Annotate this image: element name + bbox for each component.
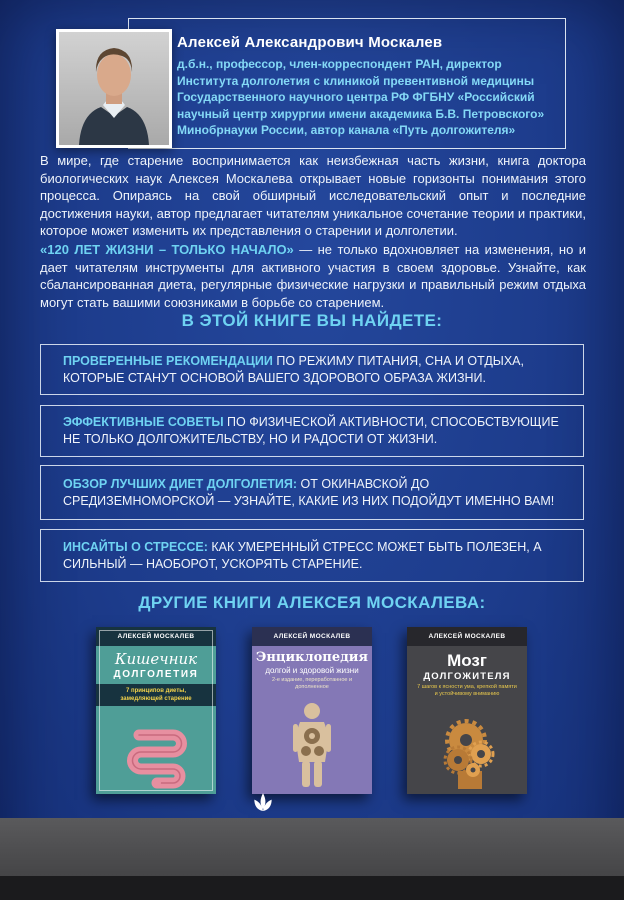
book-cover-encyclopedia [252, 627, 372, 794]
feature-highlight: ИНСАЙТЫ О СТРЕССЕ: [63, 539, 208, 554]
feature-box-stress [40, 529, 584, 582]
book-author: АЛЕКСЕЙ МОСКАЛЕВ [252, 627, 372, 646]
feature-box-recommendations [40, 344, 584, 395]
feature-text: КАК УМЕРЕННЫЙ СТРЕСС МОЖЕТ БЫТЬ ПОЛЕЗЕН, А СИЛЬНЫЙ — НАОБОРОТ, УСКОРЯТЬ СТАРЕНИЕ. [63, 539, 542, 571]
features-heading: В ЭТОЙ КНИГЕ ВЫ НАЙДЕТЕ: [181, 311, 443, 330]
feature-text: ОТ ОКИНАВСКОЙ ДО СРЕДИЗЕМНОМОРСКОЙ — УЗНАЙТЕ, КАКИЕ ИЗ НИХ ПОДОЙДУТ ИМЕННО ВАМ! [63, 476, 555, 508]
other-books-heading: ДРУГИЕ КНИГИ АЛЕКСЕЯ МОСКАЛЕВА: [138, 593, 486, 612]
feature-highlight: ПРОВЕРЕННЫЕ РЕКОМЕНДАЦИИ [63, 353, 273, 368]
book-pitch-paragraph [40, 241, 586, 311]
book-title-line1: Мозг [447, 651, 487, 670]
book-pitch-text: — не только вдохновляет на изменения, но и дает читателям инструменты для активного участия в своем здоровье. Узнайте, как сбалансированная диета, регулярные физические нагрузки и правильный режим отдыха могут стать вашими союзниками в борьбе со старением. [40, 242, 586, 310]
book-subtitle: 7 шагов к ясности ума, крепкой памяти и устойчивому вниманию [417, 684, 517, 697]
intestine-illustration [96, 725, 216, 789]
author-photo [56, 29, 172, 148]
book-title-line1: Энциклопедия [255, 650, 369, 665]
feature-highlight: ЭФФЕКТИВНЫЕ СОВЕТЫ [63, 415, 224, 429]
book-author: АЛЕКСЕЙ МОСКАЛЕВ [407, 627, 527, 646]
book-title-line1: Кишечник [114, 650, 198, 668]
feature-box-diets [40, 465, 584, 520]
bottom-band [0, 818, 624, 876]
author-name: Алексей Александрович Москалев [177, 34, 443, 51]
bottom-band-dark [0, 876, 624, 900]
feature-text: ПО РЕЖИМУ ПИТАНИЯ, СНА И ОТДЫХА, КОТОРЫЕ СТАНУТ ОСНОВОЙ ВАШЕГО ЗДОРОВОГО ОБРАЗА ЖИЗНИ. [63, 353, 524, 385]
book-title-line2: ДОЛГОЖИТЕЛЯ [423, 671, 511, 682]
feature-box-advice [40, 405, 584, 457]
intro-paragraph: В мире, где старение воспринимается как неизбежная часть жизни, книга доктора биологических наук Алексея Москалева открывает новые горизонты понимания этого процесса. Опираясь на свой обширный исследовательский опыт и последние достижения науки, автор предлагает читателям уникальное сочетание теории и практики, которое может изменить их представления о старении и долголетии. [40, 153, 586, 239]
publisher-logo-icon [250, 791, 276, 817]
author-bio: д.б.н., профессор, член-корреспондент РАН, директор Института долголетия с клиникой превентивной медицины Государственного научного центра РФ ФГБНУ «Российский научный центр хирургии имени академика Б.В. Петровского» Минобрнауки России, автор канала «Путь долгожителя» [177, 57, 545, 138]
book-title-highlight: «120 ЛЕТ ЖИЗНИ – ТОЛЬКО НАЧАЛО» [40, 242, 294, 257]
book-cover-gut-longevity [96, 627, 216, 794]
human-body-illustration [252, 701, 372, 789]
book-subtitle: 2-е издание, переработанное и дополненное [271, 677, 353, 690]
book-author: АЛЕКСЕЙ МОСКАЛЕВ [96, 627, 216, 646]
book-cover-brain-longevity [407, 627, 527, 794]
book-subtitle: 7 принципов диеты, замедляющей старение [96, 684, 216, 706]
gear-head-illustration [407, 713, 527, 789]
book-title-line2: долгой и здоровой жизни [265, 666, 359, 675]
feature-text: ПО ФИЗИЧЕСКОЙ АКТИВНОСТИ, СПОСОБСТВУЮЩИЕ НЕ ТОЛЬКО ДОЛГОЖИТЕЛЬСТВУ, НО И РАДОСТИ ОТ ЖИЗНИ. [63, 415, 559, 446]
feature-highlight: ОБЗОР ЛУЧШИХ ДИЕТ ДОЛГОЛЕТИЯ: [63, 476, 298, 491]
book-title-line2: ДОЛГОЛЕТИЯ [113, 669, 199, 680]
author-portrait-illustration [59, 32, 169, 145]
